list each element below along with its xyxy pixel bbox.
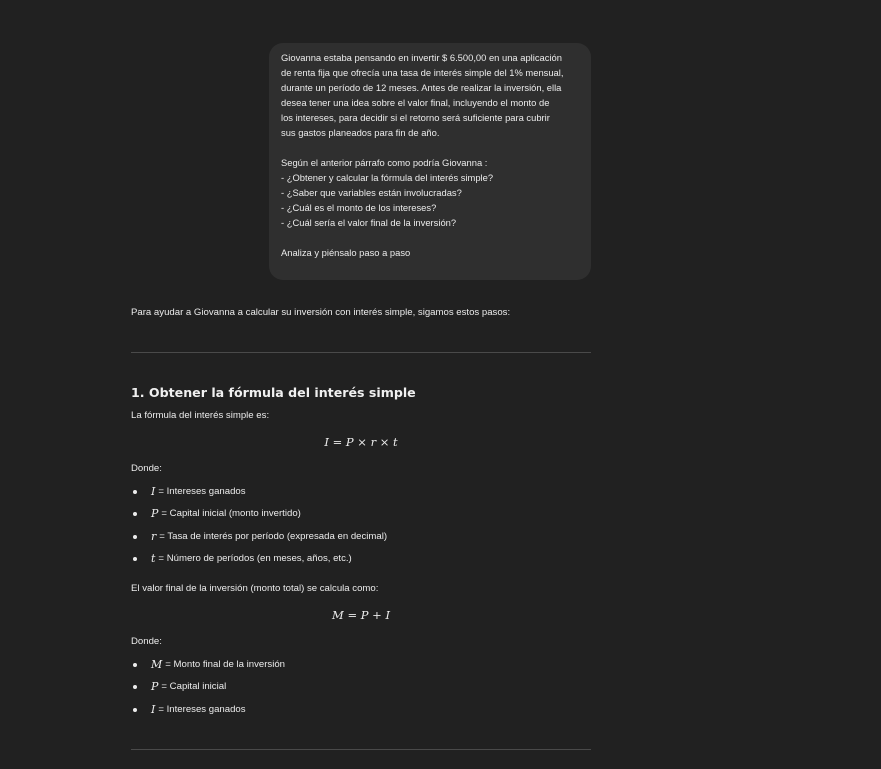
variable-description: = Intereses ganados: [158, 704, 246, 715]
donde-label: Donde:: [131, 636, 162, 647]
section-heading: 1. Obtener la fórmula del interés simple: [131, 385, 416, 400]
user-message-bubble: [269, 43, 591, 280]
user-message-line: Giovanna estaba pensando en invertir $ 6.500,00 en una aplicación: [281, 52, 562, 63]
bullet-dot: [133, 685, 137, 689]
variable-symbol: I: [151, 703, 156, 716]
list-item: [131, 680, 226, 693]
list-item: [131, 703, 246, 716]
formula-var-p: P: [345, 435, 354, 449]
formula-var-i: I: [385, 608, 390, 622]
user-message-line: desea tener una idea sobre el valor final, incluyendo el monto de: [281, 97, 550, 108]
bullet-dot: [133, 663, 137, 667]
donde-label: Donde:: [131, 463, 162, 474]
bullet-dot: [133, 708, 137, 712]
formula-equals: =: [332, 435, 343, 449]
formula-intro: La fórmula del interés simple es:: [131, 410, 270, 421]
user-message-line: - ¿Cuál es el monto de los intereses?: [281, 202, 437, 213]
bullet-dot: [133, 557, 137, 561]
variable-symbol: M: [151, 658, 163, 671]
formula-var-m: M: [332, 608, 344, 622]
variable-description: = Capital inicial: [161, 681, 227, 692]
bullet-dot: [133, 490, 137, 494]
user-message-line: sus gastos planeados para fin de año.: [281, 127, 440, 138]
formula-var-p: P: [360, 608, 369, 622]
variable-description: = Tasa de interés por período (expresada en decimal): [159, 531, 388, 542]
bullet-dot: [133, 535, 137, 539]
formula-var-t: t: [393, 435, 398, 449]
formula-var-i: I: [324, 435, 329, 449]
formula-plus: +: [372, 608, 382, 622]
list-item: [131, 485, 246, 498]
final-value-intro: El valor final de la inversión (monto total) se calcula como:: [131, 583, 379, 594]
formula-times: ×: [357, 435, 367, 449]
variable-description: = Capital inicial (monto invertido): [161, 508, 301, 519]
user-message-closing: Analiza y piénsalo paso a paso: [281, 247, 411, 258]
list-item: [131, 552, 352, 565]
user-message-line: - ¿Cuál sería el valor final de la inversión?: [281, 217, 457, 228]
variable-symbol: I: [151, 485, 156, 498]
variable-symbol: r: [151, 530, 157, 543]
list-item: [131, 658, 285, 671]
variable-symbol: P: [151, 507, 159, 520]
bullet-dot: [133, 512, 137, 516]
user-message-line: Según el anterior párrafo como podría Giovanna :: [281, 157, 488, 168]
formula-equals: =: [347, 608, 358, 622]
formula-var-r: r: [370, 435, 377, 449]
variable-description: = Monto final de la inversión: [165, 659, 285, 670]
divider: [131, 749, 591, 750]
variable-symbol: t: [151, 552, 156, 565]
list-item: [131, 507, 301, 520]
variable-symbol: P: [151, 680, 159, 693]
list-item: [131, 530, 387, 543]
user-message-line: los intereses, para decidir si el retorno será suficiente para cubrir: [281, 112, 550, 123]
variable-description: = Intereses ganados: [158, 486, 246, 497]
formula-times: ×: [379, 435, 390, 449]
user-message-line: - ¿Saber que variables están involucradas?: [281, 187, 462, 198]
simple-interest-formula: [131, 435, 591, 449]
final-amount-formula: [131, 608, 591, 622]
user-message-line: - ¿Obtener y calcular la fórmula del interés simple?: [281, 172, 494, 183]
user-message-line: durante un período de 12 meses. Antes de realizar la inversión, ella: [281, 82, 562, 93]
divider: [131, 352, 591, 353]
variable-description: = Número de períodos (en meses, años, etc.): [158, 553, 352, 564]
user-message-line: de renta fija que ofrecía una tasa de interés simple del 1% mensual,: [281, 67, 564, 78]
response-intro: Para ayudar a Giovanna a calcular su inversión con interés simple, sigamos estos pasos:: [131, 307, 511, 318]
